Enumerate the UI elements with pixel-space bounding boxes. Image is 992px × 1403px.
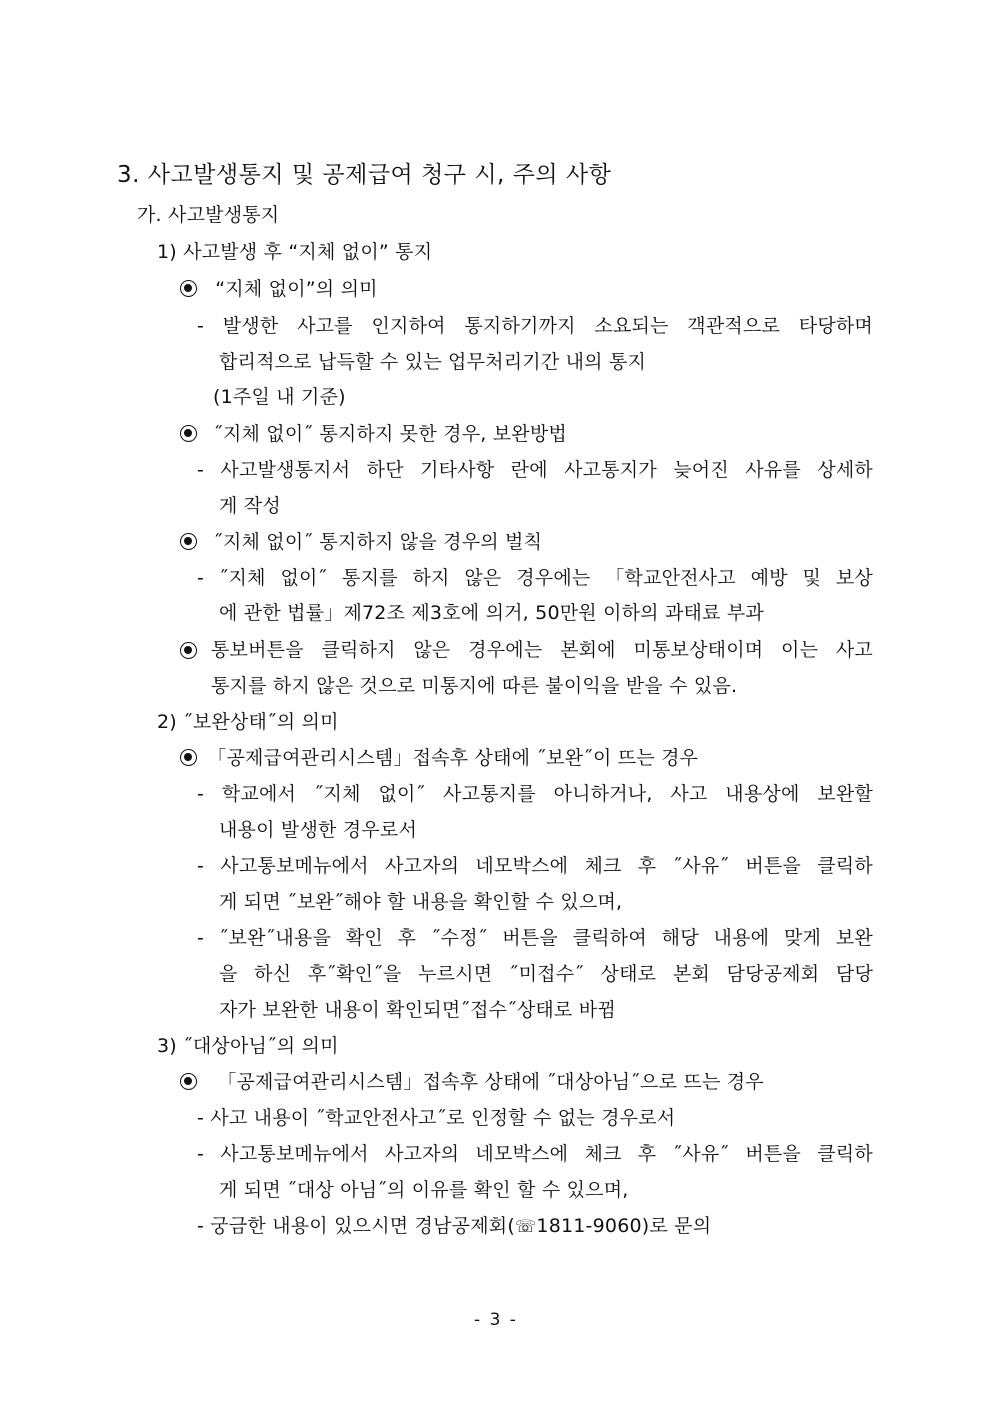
item2-desc2-line1: - 사고통보메뉴에서 사고자의 네모박스에 체크 후 ˝사유˝ 버튼을 클릭하 [197,855,873,877]
item2-heading: 2) ˝보완상태˝의 의미 [157,711,339,733]
item3-desc2-line1: - 사고통보메뉴에서 사고자의 네모박스에 체크 후 ˝사유˝ 버튼을 클릭하 [197,1143,873,1165]
radio-bullet-icon [180,533,197,550]
item1-bullet4-line2: 통지를 하지 않은 것으로 미통지에 따른 불이익을 받을 수 있음. [211,675,738,697]
item1-b2-desc-line1: - 사고발생통지서 하단 기타사항 란에 사고통지가 늦어진 사유를 상세하 [197,459,873,481]
item2-desc3-line2: 을 하신 후˝확인˝을 누르시면 ˝미접수˝ 상태로 본회 담당공제회 담당 [219,963,873,985]
item2-desc1-line2: 내용이 발생한 경우로서 [219,819,418,841]
item2-desc3-line3: 자가 보완한 내용이 확인되면˝접수˝상태로 바뀜 [219,999,616,1021]
contact-text-suffix: 1811-9060)로 문의 [536,1215,712,1237]
item3-heading: 3) ˝대상아님˝의 의미 [157,1035,339,1057]
item3-desc1-line1: - 사고 내용이 ˝학교안전사고˝로 인정할 수 없는 경우로서 [197,1107,676,1129]
radio-bullet-icon [180,642,197,659]
item2-desc2-line2: 게 되면 ˝보완˝해야 할 내용을 확인할 수 있으며, [219,891,623,913]
item1-bullet4 [180,637,873,663]
item3-bullet1 [180,1069,764,1095]
item1-heading: 1) 사고발생 후 “지체 없이” 통지 [157,241,433,263]
item2-desc3-line1: - ˝보완˝내용을 확인 후 ˝수정˝ 버튼을 클릭하여 해당 내용에 맞게 보완 [197,927,873,949]
item3-desc2-line2: 게 되면 ˝대상 아님˝의 이유를 확인 할 수 있으며, [219,1179,629,1201]
item1-b1-desc-line2: 합리적으로 납득할 수 있는 업무처리기간 내의 통지 [219,351,647,373]
bullet-text: 「공제급여관리시스템」접속후 상태에 ˝대상아님˝으로 뜨는 경우 [217,1071,764,1093]
radio-bullet-icon [180,1073,197,1090]
item2-desc1-line1: - 학교에서 ˝지체 없이˝ 사고통지를 아니하거나, 사고 내용상에 보완할 [197,783,873,805]
radio-bullet-icon [180,425,197,442]
radio-bullet-icon [180,749,197,766]
bullet-text: 통보버튼을 클릭하지 않은 경우에는 본회에 미통보상태이며 이는 사고 [211,639,873,661]
bullet-text: “지체 없이”의 의미 [215,278,378,300]
section-title: 3. 사고발생통지 및 공제급여 청구 시, 주의 사항 [117,162,612,188]
item1-bullet1 [180,276,378,302]
item1-b1-desc-line1: - 발생한 사고를 인지하여 통지하기까지 소요되는 객관적으로 타당하며 [197,315,873,337]
radio-bullet-icon [180,280,197,297]
item1-b3-desc-line1: - ˝지체 없이˝ 통지를 하지 않은 경우에는 「학교안전사고 예방 및 보상 [197,567,873,589]
bullet-text: 「공제급여관리시스템」접속후 상태에 ˝보완˝이 뜨는 경우 [207,747,699,769]
item1-b3-desc-line2: 에 관한 법률」제72조 제3호에 의거, 50만원 이하의 과태료 부과 [219,602,764,624]
item2-bullet1 [180,745,698,771]
item1-bullet3 [180,529,542,555]
contact-text-prefix: - 궁금한 내용이 있으시면 경남공제회( [197,1215,515,1237]
subsection-ga: 가. 사고발생통지 [137,204,280,226]
phone-icon: ☏ [514,1217,537,1237]
bullet-text: ˝지체 없이˝ 통지하지 않을 경우의 벌칙 [213,531,543,553]
item1-b1-desc-line3: (1주일 내 기준) [213,386,346,408]
page-number: - 3 - [474,1310,518,1330]
item1-bullet2 [180,421,567,447]
bullet-text: ˝지체 없이˝ 통지하지 못한 경우, 보완방법 [213,423,567,445]
item1-b2-desc-line2: 게 작성 [219,495,281,517]
item3-desc3-line1 [197,1213,711,1240]
